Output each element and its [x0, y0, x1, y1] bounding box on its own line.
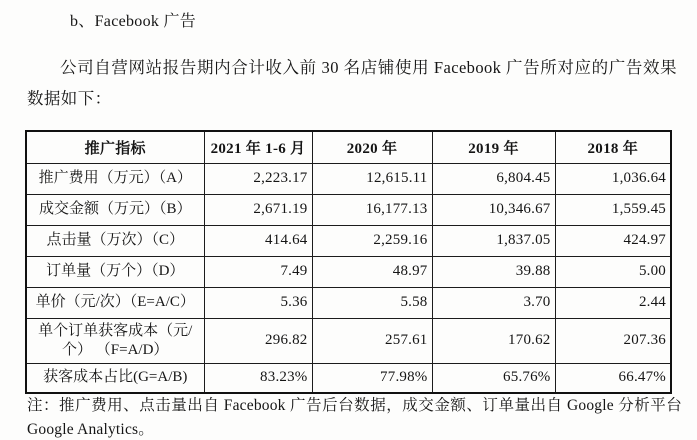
value-cell: 5.58 [312, 287, 432, 318]
value-cell: 10,346.67 [432, 194, 555, 225]
table-row-clicks [26, 225, 671, 256]
value-cell: 16,177.13 [312, 194, 432, 225]
table-header-row [26, 131, 671, 163]
value-cell: 296.82 [204, 318, 312, 363]
value-cell: 3.70 [432, 287, 555, 318]
header-cell-2019: 2019 年 [432, 131, 555, 163]
value-cell: 77.98% [312, 363, 432, 393]
table-row-promo-cost [26, 163, 671, 194]
value-cell: 83.23% [204, 363, 312, 393]
row-label-cell: 订单量（万个）（D） [26, 256, 204, 287]
value-cell: 5.36 [204, 287, 312, 318]
table-row-cost-ratio [26, 363, 671, 393]
table-row-orders [26, 256, 671, 287]
table-row-transaction-amount [26, 194, 671, 225]
value-cell: 414.64 [204, 225, 312, 256]
value-cell: 7.49 [204, 256, 312, 287]
row-label-cell: 单个订单获客成本（元/个） （F=A/D） [26, 318, 204, 363]
table-row-cost-per-order [26, 318, 671, 363]
value-cell: 170.62 [432, 318, 555, 363]
header-cell-2021h1: 2021 年 1-6 月 [204, 131, 312, 163]
value-cell: 66.47% [555, 363, 671, 393]
intro-paragraph: 公司自营网站报告期内合计收入前 30 名店铺使用 Facebook 广告所对应的广告效果数据如下： [27, 58, 677, 108]
value-cell: 2,223.17 [204, 163, 312, 194]
value-cell: 2,259.16 [312, 225, 432, 256]
value-cell: 424.97 [555, 225, 671, 256]
header-cell-metric: 推广指标 [26, 131, 204, 163]
value-cell: 207.36 [555, 318, 671, 363]
section-title: b、Facebook 广告 [70, 13, 197, 30]
value-cell: 1,837.05 [432, 225, 555, 256]
value-cell: 2,671.19 [204, 194, 312, 225]
row-label-cell: 获客成本占比(G=A/B) [26, 363, 204, 393]
value-cell: 5.00 [555, 256, 671, 287]
row-label-cell: 推广费用（万元）（A） [26, 163, 204, 194]
value-cell: 39.88 [432, 256, 555, 287]
value-cell: 257.61 [312, 318, 432, 363]
value-cell: 2.44 [555, 287, 671, 318]
value-cell: 6,804.45 [432, 163, 555, 194]
header-cell-2018: 2018 年 [555, 131, 671, 163]
header-cell-2020: 2020 年 [312, 131, 432, 163]
row-label-cell: 成交金额（万元）（B） [26, 194, 204, 225]
value-cell: 1,559.45 [555, 194, 671, 225]
footnote: 注：推广费用、点击量出自 Facebook 广告后台数据，成交金额、订单量出自 Google 分析平台 Google Analytics。 [27, 397, 682, 438]
value-cell: 1,036.64 [555, 163, 671, 194]
table-row-unit-price [26, 287, 671, 318]
row-label-cell: 单价（元/次）（E=A/C） [26, 287, 204, 318]
row-label-cell: 点击量（万次）（C） [26, 225, 204, 256]
value-cell: 48.97 [312, 256, 432, 287]
value-cell: 12,615.11 [312, 163, 432, 194]
ad-performance-table [25, 130, 672, 394]
value-cell: 65.76% [432, 363, 555, 393]
